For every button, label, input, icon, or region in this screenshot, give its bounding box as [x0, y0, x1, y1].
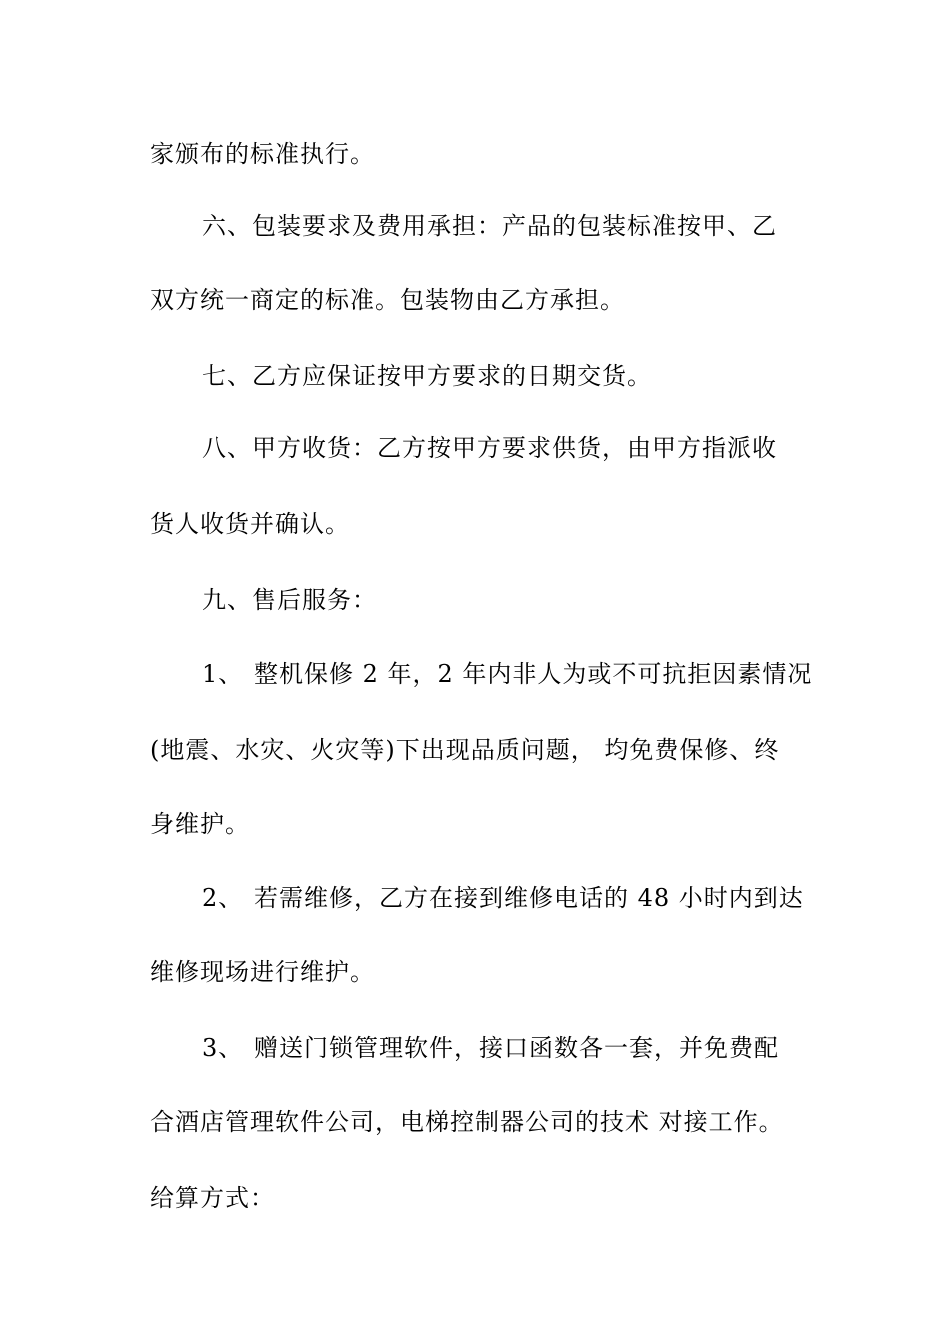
clause-8-line-2: 货人收货并确认。 [150, 510, 350, 538]
item-number: 3、 [202, 1034, 244, 1062]
clause-7: 七、乙方应保证按甲方要求的日期交货。 [202, 362, 652, 390]
item-1-line-3: 身维护。 [150, 810, 250, 838]
item-2-line-1 [202, 882, 804, 914]
item-text: 赠送门锁管理软件，接口函数各一套，并免费配 [254, 1034, 779, 1062]
item-1-line-2: (地震、水灾、火灾等)下出现品质问题， 均免费保修、终 [150, 736, 780, 764]
paragraph-line: 家颁布的标准执行。 [150, 140, 375, 168]
clause-8-line-1: 八、甲方收货：乙方按甲方要求供货，由甲方指派收 [202, 434, 777, 462]
item-text: 若需维修，乙方在接到维修电话的 48 小时内到达 [254, 884, 804, 912]
item-2-line-2: 维修现场进行维护。 [150, 958, 375, 986]
item-text: 整机保修 2 年，2 年内非人为或不可抗拒因素情况 [254, 660, 813, 688]
clause-6-line-1: 六、包装要求及费用承担：产品的包装标准按甲、乙 [202, 212, 777, 240]
clause-6-line-2: 双方统一商定的标准。包装物由乙方承担。 [150, 286, 625, 314]
item-number: 1、 [202, 660, 244, 688]
item-number: 2、 [202, 884, 244, 912]
settlement-heading: 给算方式： [150, 1184, 275, 1212]
item-3-line-1 [202, 1032, 779, 1064]
clause-9-heading: 九、售后服务： [202, 586, 377, 614]
item-1-line-1 [202, 658, 812, 690]
item-3-line-2: 合酒店管理软件公司，电梯控制器公司的技术 对接工作。 [150, 1108, 784, 1136]
